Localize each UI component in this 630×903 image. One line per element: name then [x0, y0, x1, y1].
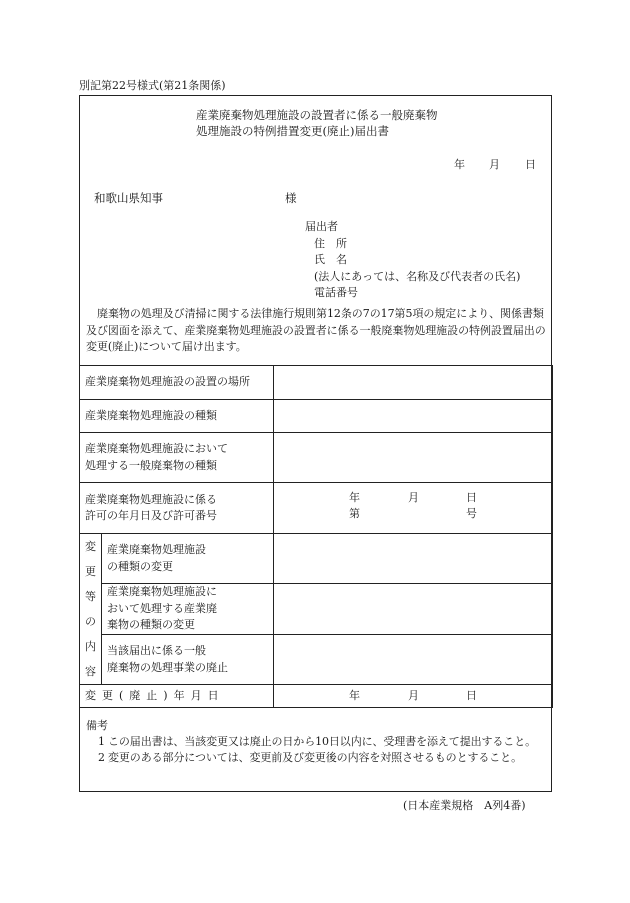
change-date-label: 変更(廃止)年月日 [80, 685, 274, 708]
table-row [80, 584, 553, 635]
abolition-field[interactable] [274, 635, 553, 685]
permit-go: 号 [466, 507, 477, 520]
table-row [80, 685, 553, 708]
title-line-1: 産業廃棄物処理施設の設置者に係る一般廃棄物 [196, 108, 438, 122]
location-label: 産業廃棄物処理施設の設置の場所 [80, 366, 274, 400]
applicant-phone-label: 電話番号 [314, 286, 358, 299]
change-industrial-waste-type-field[interactable] [274, 584, 553, 635]
table-row [80, 483, 553, 534]
change-facility-type-field[interactable] [274, 534, 553, 584]
paper-size-note: (日本産業規格 A列4番) [403, 799, 526, 812]
permit-year: 年 [349, 491, 360, 504]
note-item: 1 この届出書は、当該変更又は廃止の日から10日以内に、受理書を添えて提出すること。 [98, 735, 536, 748]
form-label: 別記第22号様式(第21条関係) [79, 79, 226, 92]
form-frame [79, 95, 552, 792]
general-waste-type-field[interactable] [274, 433, 553, 483]
permit-label: 産業廃棄物処理施設に係る 許可の年月日及び許可番号 [80, 483, 274, 534]
table-row [80, 400, 553, 433]
note-item: 2 変更のある部分については、変更前及び変更後の内容を対照させるものとすること。 [98, 751, 522, 764]
title-line-2: 処理施設の特例措置変更(廃止)届出書 [196, 124, 389, 138]
table-row [80, 534, 553, 584]
submission-date [80, 158, 553, 174]
general-waste-type-label: 産業廃棄物処理施設において 処理する一般廃棄物の種類 [80, 433, 274, 483]
table-row [80, 433, 553, 483]
location-field[interactable] [274, 366, 553, 400]
table-row [80, 635, 553, 685]
facility-type-field[interactable] [274, 400, 553, 433]
facility-type-label: 産業廃棄物処理施設の種類 [80, 400, 274, 433]
applicant-corp-note: (法人にあっては、名称及び代表者の氏名) [314, 269, 521, 283]
addressee: 和歌山県知事 [94, 191, 163, 205]
date-year: 年 [454, 158, 465, 171]
change-vertical-label: 変 更 等 の 内 容 [80, 534, 102, 685]
permit-field[interactable] [274, 483, 553, 534]
change-date-month: 月 [408, 689, 419, 702]
notes-section [80, 707, 551, 791]
abolition-label: 当該届出に係る一般 廃棄物の処理事業の廃止 [102, 635, 274, 685]
date-month: 月 [489, 158, 500, 171]
change-date-field[interactable] [274, 685, 553, 708]
change-facility-type-label: 産業廃棄物処理施設 の種類の変更 [102, 534, 274, 584]
permit-dai: 第 [349, 507, 360, 520]
date-day: 日 [525, 158, 536, 171]
table-row [80, 366, 553, 400]
change-industrial-waste-type-label: 産業廃棄物処理施設に おいて処理する産業廃 棄物の種類の変更 [102, 584, 274, 635]
honorific: 様 [285, 191, 297, 205]
applicant-heading: 届出者 [305, 220, 338, 233]
change-date-year: 年 [349, 689, 360, 702]
details-table [79, 365, 553, 708]
applicant-address-label: 住 所 [314, 236, 347, 250]
notes-heading: 備考 [86, 719, 108, 732]
permit-day: 日 [466, 491, 477, 504]
permit-month: 月 [408, 491, 419, 504]
applicant-name-label: 氏 名 [314, 253, 347, 266]
change-date-day: 日 [466, 689, 477, 702]
applicant-block [305, 219, 520, 302]
body-paragraph: 廃棄物の処理及び清掃に関する法律施行規則第12条の7の17第5項の規定により、関係書類及び図面を添えて、産業廃棄物処理施設の設置者に係る一般廃棄物処理施設の特例設置届出の変更(廃止)について届け出ます。 [86, 307, 546, 353]
